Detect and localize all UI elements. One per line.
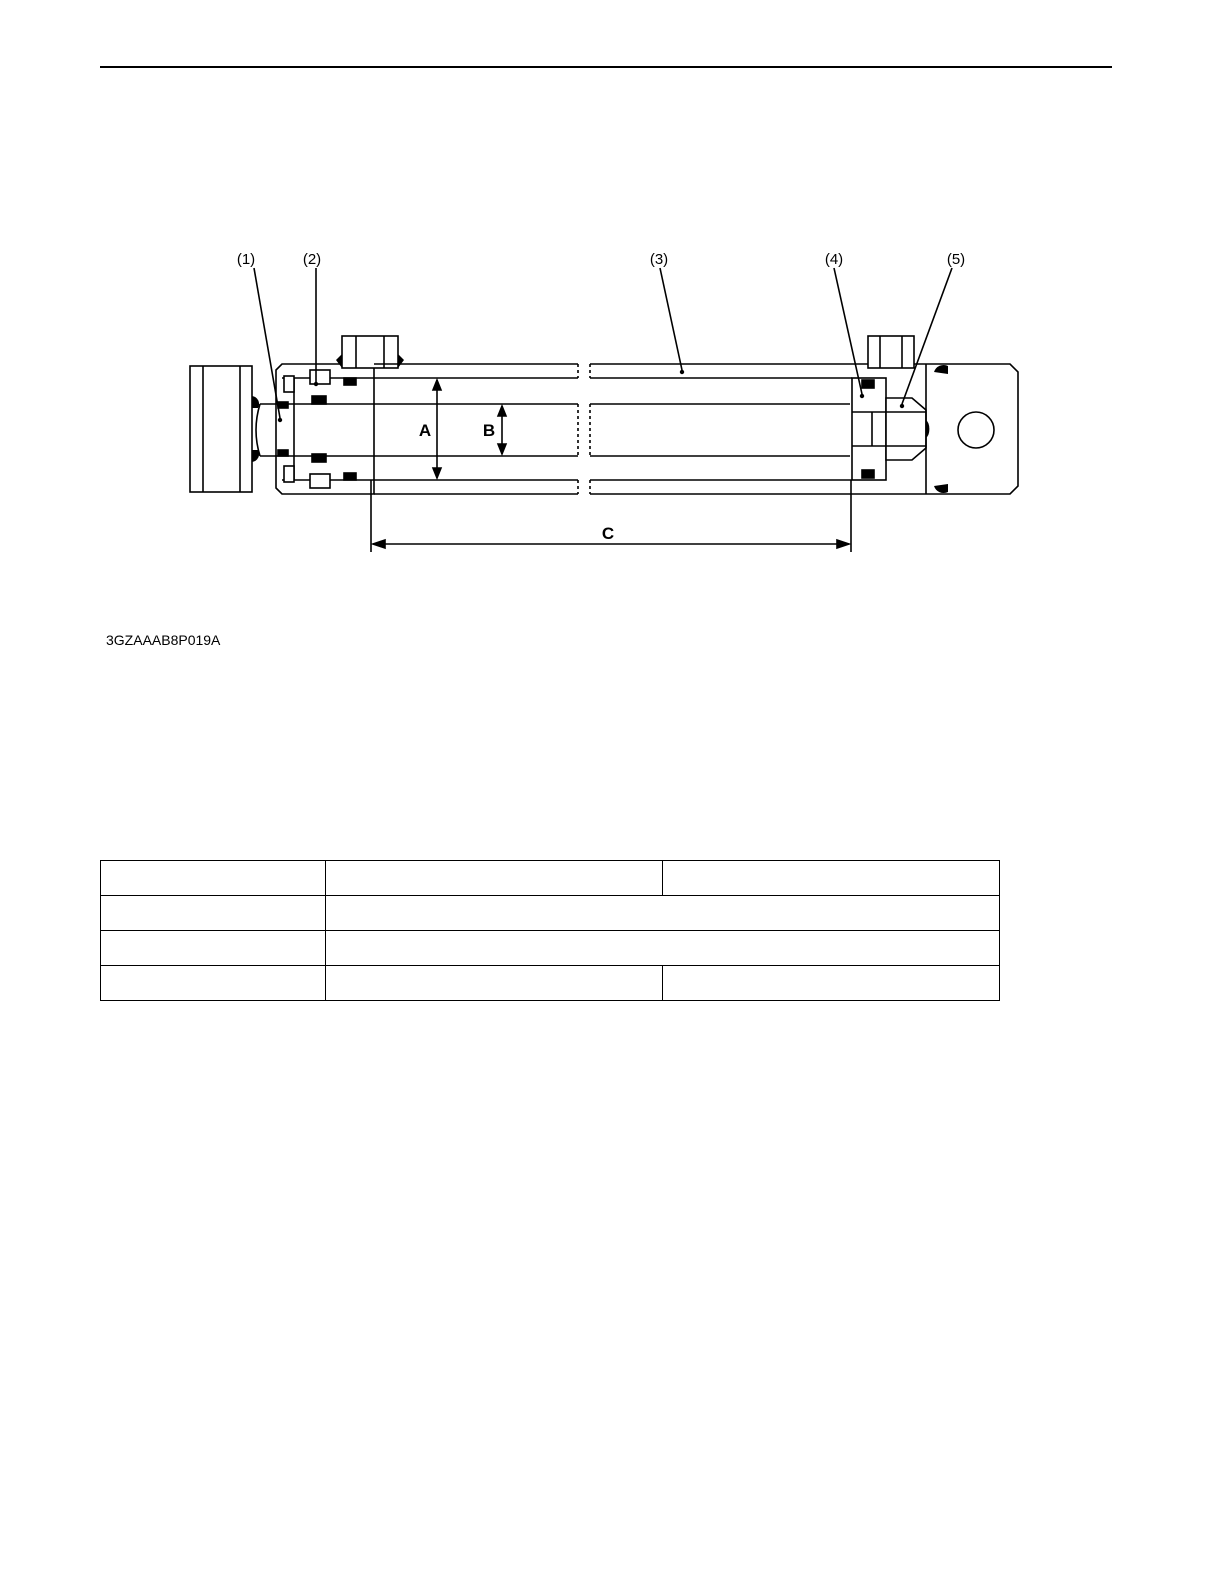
hydraulic-cylinder-diagram (0, 0, 1224, 600)
table-cell (101, 966, 326, 1001)
rod-clevis (190, 366, 252, 492)
table-row (101, 861, 1000, 896)
table-row (101, 931, 1000, 966)
table-cell (663, 966, 1000, 1001)
table-cell (101, 931, 326, 966)
dim-label-b: B (482, 421, 496, 440)
dim-label-a: A (418, 421, 432, 440)
right-port (868, 336, 914, 368)
table-cell (326, 931, 1000, 966)
tube-left (374, 364, 578, 494)
table-cell (326, 966, 663, 1001)
callout-2: (2) (302, 251, 322, 268)
callout-4: (4) (824, 251, 844, 268)
table-cell (326, 896, 1000, 931)
table-cell (663, 861, 1000, 896)
gland (276, 364, 374, 494)
table-cell (101, 861, 326, 896)
table-cell (101, 896, 326, 931)
table-cell (326, 861, 663, 896)
figure-code: 3GZAAAB8P019A (106, 632, 221, 648)
callout-1: (1) (236, 251, 256, 268)
callout-3: (3) (649, 251, 669, 268)
piston (852, 378, 886, 480)
dim-label-c: C (601, 524, 615, 543)
callout-5: (5) (946, 251, 966, 268)
table-row (101, 966, 1000, 1001)
table-row (101, 896, 1000, 931)
spec-table (100, 860, 1000, 1001)
head-clevis (926, 364, 1018, 494)
